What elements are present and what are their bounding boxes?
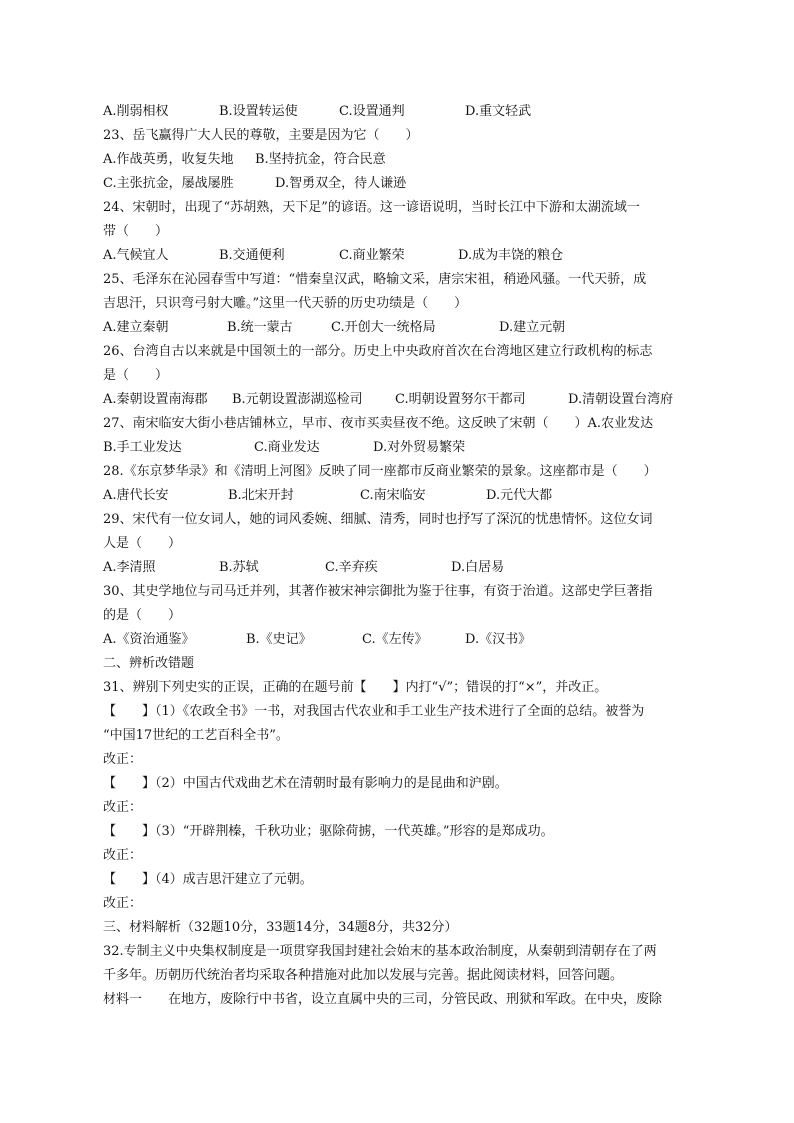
q24-stem-line2: 带（ ） [103,224,169,239]
q30-option-d: D.《汉书》 [465,632,532,647]
q22-option-c: C.设置通判 [339,104,405,119]
q26-option-a: A.秦朝设置南海郡 [103,392,208,407]
material1-line1: 材料一 在地方，废除行中书省，设立直属中央的三司，分管民政、刑狱和军政。在中央，废除 [103,992,663,1007]
section3-title: 三、材料解析（32题10分，33题14分，34题8分，共32分） [103,920,458,935]
q26-stem-line1: 26、台湾自古以来就是中国领土的一部分。历史上中央政府首次在台湾地区建立行政机构的标志 [103,344,653,359]
q31-item4-fix: 改正： [103,896,143,911]
q31-item3: 【 】（3）“开辟荆榛，千秋功业；驱除荷掳，一代英雄。”形容的是郑成功。 [103,824,554,839]
q25-option-d: D.建立元朝 [499,320,566,335]
q23-option-a: A.作战英勇，收复失地 [103,152,234,167]
q31-item1-line1: 【 】（1）《农政全书》一书，对我国古代农业和手工业生产技术进行了全面的总结。被誉为 [103,704,645,719]
q22-options [103,100,703,124]
q28-option-a: A.唐代长安 [103,488,169,503]
q27-stem-line1: 27、南宋临安大街小巷店铺林立，早市、夜市买卖昼夜不绝。这反映了宋朝（ ）A.农业发达 [103,416,654,431]
q31-item2-fix: 改正： [103,800,143,815]
q26-option-c: C.明朝设置努尔干都司 [395,392,526,407]
q30-option-a: A.《资治通鉴》 [103,632,195,647]
q27-option-d: D.对外贸易繁荣 [373,440,466,455]
q22-option-b: B.设置转运使 [219,104,298,119]
q28-option-c: C.南宋临安 [360,488,426,503]
q24-stem-line1: 24、宋朝时，出现了“苏胡熟，天下足”的谚语。这一谚语说明，当时长江中下游和太湖流域一 [103,200,640,215]
q29-option-a: A.李清照 [103,560,156,575]
section2-title: 二、辨析改错题 [103,656,195,671]
q31-item1-line2: “中国17世纪的工艺百科全书”。 [103,728,289,743]
q22-option-a: A.削弱相权 [103,104,169,119]
q23-option-d: D.智勇双全，待人谦逊 [275,176,407,191]
q28-stem: 28.《东京梦华录》和《清明上河图》反映了同一座都市反商业繁荣的景象。这座都市是（ ） [103,464,657,479]
q29-stem-line2: 人是（ ） [103,536,182,551]
q29-option-d: D.白居易 [451,560,505,575]
q29-option-c: C.辛弃疾 [325,560,378,575]
q25-stem-line1: 25、毛泽东在沁园春雪中写道：“惜秦皇汉武，略输文采，唐宗宋祖，稍逊风骚。一代天骄，成 [103,272,647,287]
q31-item3-fix: 改正： [103,848,143,863]
q32-stem-line2: 千多年。历朝历代统治者均采取各种措施对此加以发展与完善。据此阅读材料，回答问题。 [103,968,624,983]
q25-stem-line2: 吉思汗，只识弯弓射大雕。”这里一代天骄的历史功绩是（ ） [103,296,468,311]
q30-stem-line1: 30、其史学地位与司马迁并列，其著作被宋神宗御批为鉴于往事，有资于治道。这部史学巨著指 [103,584,653,599]
q26-stem-line2: 是（ ） [103,368,169,383]
q32-stem-line1: 32.专制主义中央集权制度是一项贯穿我国封建社会始末的基本政治制度，从秦朝到清朝存在了两 [103,944,657,959]
q30-stem-line2: 的是（ ） [103,608,182,623]
q31-item1-fix: 改正： [103,752,143,767]
q29-option-b: B.苏轼 [219,560,259,575]
q28-option-b: B.北宋开封 [228,488,294,503]
q27-option-c: C.商业发达 [254,440,320,455]
q29-options [103,556,703,580]
q23-option-c: C.主张抗金，屡战屡胜 [103,176,234,191]
q30-option-b: B.《史记》 [246,632,312,647]
q27-options [103,436,703,460]
q25-option-a: A.建立秦朝 [103,320,169,335]
q24-option-c: C.商业繁荣 [339,248,405,263]
q23-stem: 23、岳飞赢得广大人民的尊敬，主要是因为它（ ） [103,128,419,143]
q25-options [103,316,703,340]
q22-option-d: D.重文轻武 [465,104,532,119]
q23-option-b: B.坚持抗金，符合民意 [255,152,386,167]
q30-options [103,628,703,652]
exam-content [103,100,703,1012]
q24-option-b: B.交通便利 [219,248,285,263]
q24-option-a: A.气候宜人 [103,248,169,263]
q25-option-c: C.开创大一统格局 [331,320,436,335]
q23-options-row2 [103,172,703,196]
q24-option-d: D.成为丰饶的粮仓 [458,248,564,263]
q24-options [103,244,703,268]
q30-option-c: C.《左传》 [362,632,428,647]
q28-option-d: D.元代大都 [486,488,553,503]
q31-item2: 【 】（2）中国古代戏曲艺术在清朝时最有影响力的是昆曲和沪剧。 [103,776,508,791]
q31-stem: 31、辨别下列史实的正误，正确的在题号前【 】内打“√”；错误的打“×”，并改正。 [103,680,608,695]
q29-stem-line1: 29、宋代有一位女词人，她的词风委婉、细腻、清秀，同时也抒写了深沉的忧患情怀。这位女词 [103,512,653,527]
q25-option-b: B.统一蒙古 [227,320,293,335]
q28-options [103,484,703,508]
q26-option-d: D.清朝设置台湾府 [568,392,674,407]
q27-option-b: B.手工业发达 [103,440,182,455]
q26-option-b: B.元朝设置澎湖巡检司 [232,392,363,407]
q26-options [103,388,703,412]
q23-options-row1 [103,148,703,172]
q31-item4: 【 】（4）成吉思汗建立了元朝。 [103,872,313,887]
